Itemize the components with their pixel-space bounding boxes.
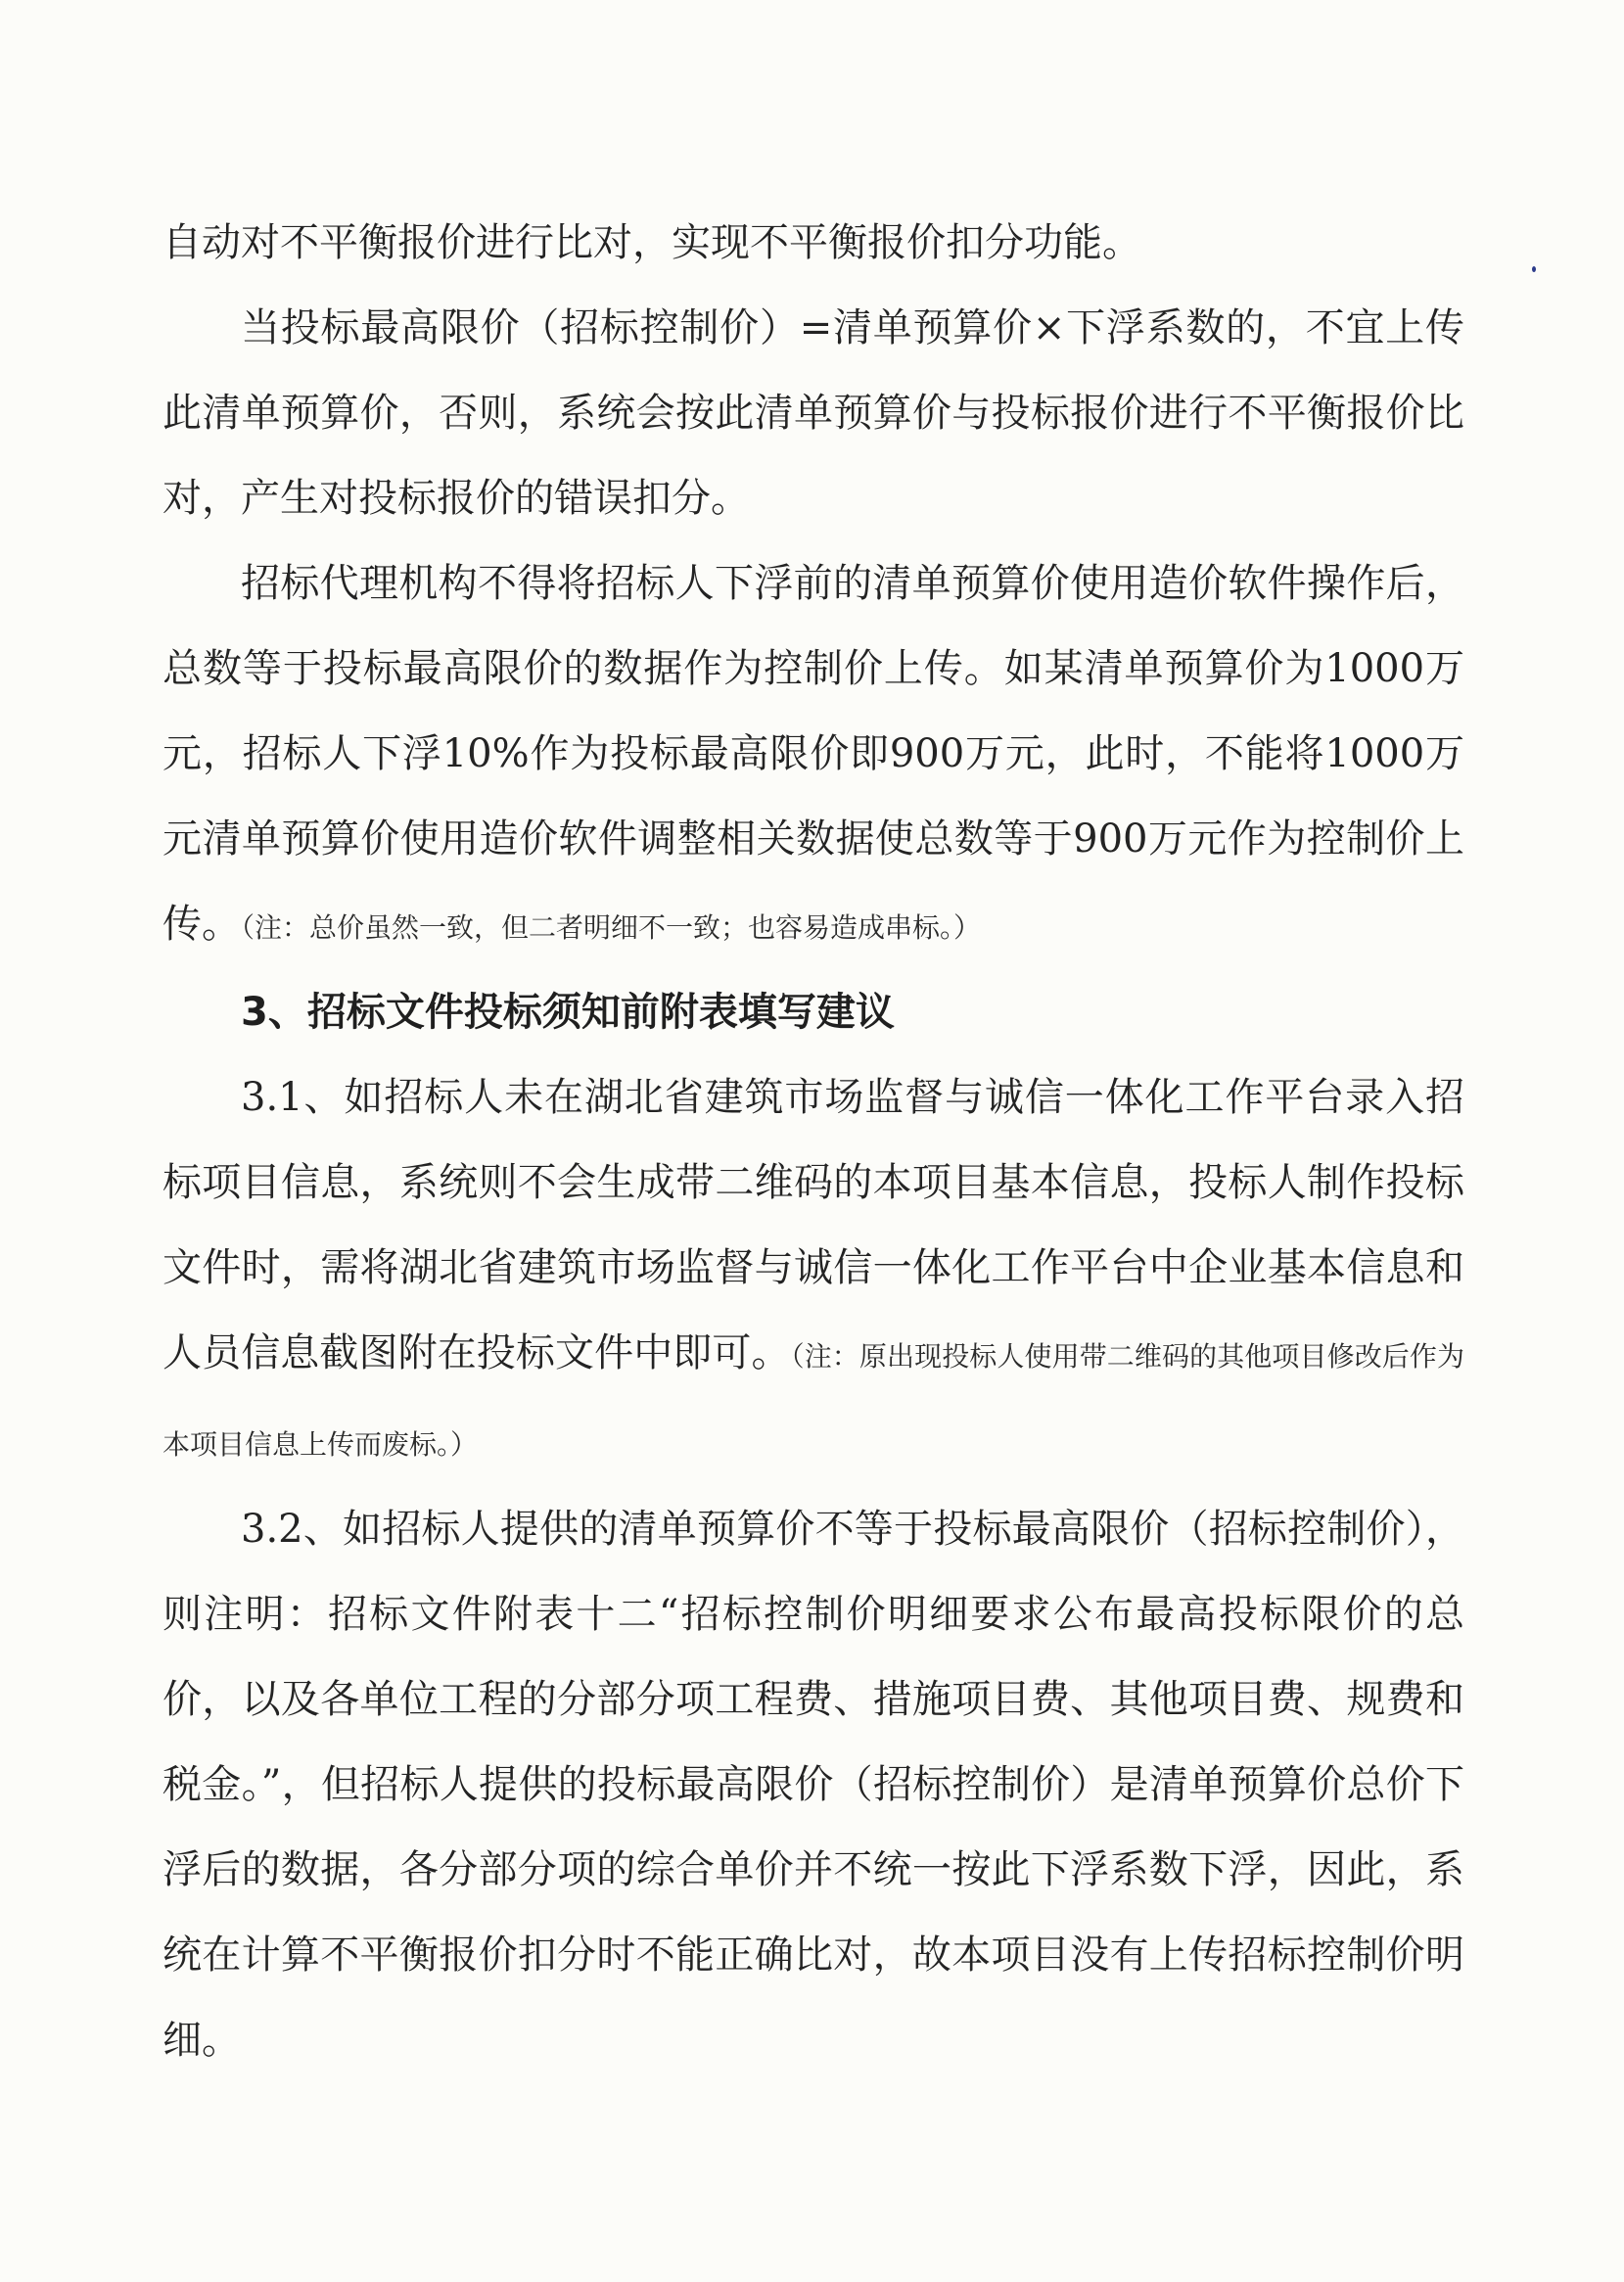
paragraph-text: 当投标最高限价（招标控制价）=清单预算价×下浮系数的，不宜上传此清单预算价，否则，系统会按此清单预算价与投标报价进行不平衡报价比对，产生对投标报价的错误扣分。	[162, 305, 1464, 521]
paragraph-note: （注：总价虽然一致，但二者明细不一致；也容易造成串标。）	[241, 911, 982, 944]
paragraph-note: （注：原出现投标人使用带二维码的其他项目修改后作为本项目信息上传而废标。）	[162, 1340, 1464, 1461]
section-heading: 3、招标文件投标须知前附表填写建议	[241, 990, 895, 1035]
paragraph-continuation	[162, 201, 1464, 286]
paragraph-3-1	[162, 1055, 1464, 1487]
paragraph-control-price-note	[162, 286, 1464, 541]
paragraph-text: 自动对不平衡报价进行比对，实现不平衡报价扣分功能。	[162, 220, 1141, 265]
scan-speck	[1532, 266, 1536, 272]
document-body	[162, 201, 1464, 2083]
paragraph-3-2	[162, 1487, 1464, 2083]
paragraph-text: 3.2、如招标人提供的清单预算价不等于投标最高限价（招标控制价），则注明：招标文件附表十二“招标控制价明细要求公布最高投标限价的总价，以及各单位工程的分部分项工程费、措施项目费、其他项目费、规费和税金。”，但招标人提供的投标最高限价（招标控制价）是清单预算价总价下浮后的数据，各分部分项的综合单价并不统一按此下浮系数下浮，因此，系统在计算不平衡报价扣分时不能正确比对，故本项目没有上传招标控制价明细。	[162, 1507, 1464, 2063]
paragraph-agency-rule	[162, 541, 1464, 970]
paragraph-text: 招标代理机构不得将招标人下浮前的清单预算价使用造价软件操作后，总数等于投标最高限价的数据作为控制价上传。如某清单预算价为1000万元，招标人下浮10%作为投标最高限价即900万元，此时，不能将1000万元清单预算价使用造价软件调整相关数据使总数等于900万元作为控制价上传。	[162, 561, 1464, 947]
paragraph-text: 3.1、如招标人未在湖北省建筑市场监督与诚信一体化工作平台录入招标项目信息，系统则不会生成带二维码的本项目基本信息，投标人制作投标文件时，需将湖北省建筑市场监督与诚信一体化工作平台中企业基本信息和人员信息截图附在投标文件中即可。	[162, 1075, 1464, 1375]
